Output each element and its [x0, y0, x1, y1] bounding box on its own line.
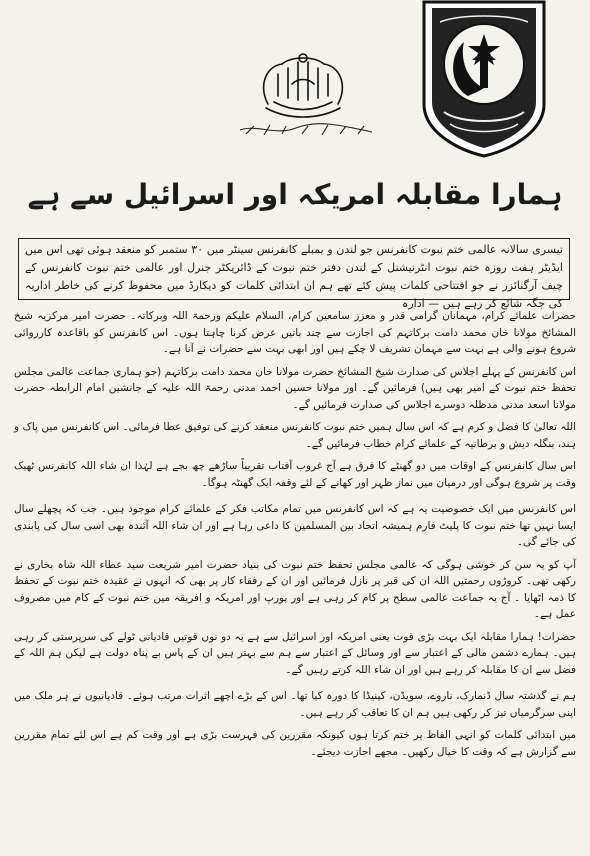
masthead — [0, 0, 590, 165]
paragraph: میں ابتدائی کلمات کو انہی الفاظ پر ختم کرتا ہوں کیونکہ مقررین کی فہرست بڑی ہے اور وقت کم ہے اس لئے تمام مقررین سے گزارش ہے کہ وقت کا خیال رکھیں۔ مجھے اجازت دیجئے۔ — [14, 729, 577, 758]
paragraph: آپ کو یہ سن کر خوشی ہوگی کہ عالمی مجلس تحفظ ختم نبوت کی بنیاد حضرت امیر شریعت سید عطاء اللہ شاہ بخاری نے رکھی تھی۔ کروڑوں رحمتیں اللہ ان کی قبر پر نازل فرمائیں اور ان کے رفقاء کار پر بھی کہ انہوں نے عقیدہ ختم نبوت کے تحفظ کا ذمہ اٹھایا ۔ آج یہ جماعت عالمی سطح پر کام کر رہی ہے اور یورپ اور امریکہ و افریقہ میں ختم نبوت کے کام میں مصروف عمل ہے۔ — [14, 558, 576, 620]
article-body — [14, 308, 576, 852]
page-headline: ہمارا مقابلہ امریکہ اور اسرائیل سے ہے — [27, 178, 563, 211]
calligraphy-caption-band — [236, 120, 376, 140]
paragraph: اس کانفرنس کے پہلے اجلاس کی صدارت شیخ المشائخ حضرت مولانا خان محمد دامت برکاتہم (جو ہماری جماعت عالمی مجلس تحفظ ختم نبوت کے امیر بھی ہیں) فرمائیں گے۔ اور مولانا حسین احمد مدنی رحمۃ اللہ علیہ کے جانشین امام الرابطہ حضرت مولانا اسعد مدنی مدظلہ دوسرے اجلاس کی صدارت فرمائیں گے۔ — [14, 365, 576, 411]
paragraph: اللہ تعالیٰ کا فضل و کرم ہے کہ اس سال ہمیں ختم نبوت کانفرنس منعقد کرنے کی توفیق عطا فرمائی۔ اس کانفرنس میں پاک و ہند، بنگلہ دیش و برطانیہ کے علمائے کرام خطاب فرمائیں گے۔ — [14, 421, 576, 450]
paragraph: ہم نے گذشتہ سال ڈنمارک، ناروے، سویڈن، کینیڈا کا دورہ کیا تھا۔ اس کے بڑے اچھے اثرات مرتب ہوئے۔ قادیانیوں نے ہر ملک میں اپنی سرگرمیاں تیز کر رکھی ہیں ہم ان کا تعاقب کر رہے ہیں۔ — [14, 690, 576, 719]
arabic-calligraphy-seal — [248, 46, 358, 124]
paragraph: حضرات! ہمارا مقابلہ ایک بہت بڑی قوت یعنی امریکہ اور اسرائیل سے ہے یہ دو نوں قوتیں قادیانی ٹولے کی سرپرستی کر رہی ہیں۔ ہمارے دشمن مالی کے اعتبار سے اور وسائل کے اعتبار سے ہم سے بہتر ہیں ان کے پاس بے پناہ دولت ہے لیکن ہم اللہ کے فضل سے ان کا مقابلہ کر رہے ہیں اور ان شاء اللہ کرتے رہیں گے۔ — [14, 630, 576, 676]
intro-text: تیسری سالانہ عالمی ختم نبوت کانفرنس جو لندن و یمبلے کانفرنس سینٹر میں ۳۰ ستمبر کو منعقد ہوئی تھی اس میں ایڈیٹر ہفت روزہ ختم نبوت انٹرنیشنل کے لندن دفتر ختم نبوت کے ڈائریکٹر جنرل اور عالمی ختم نبوت کانفرنس کے چیف آرگنائزر نے جو افتتاحی کلمات پیش کئے تھے ہم ان ابتدائی کلمات کو دیکارڈ میں محفوظ کرنے کی خاطر اداریہ کی جگہ شائع کر رہے ہیں — ادارہ — [25, 243, 563, 310]
intro-box — [18, 238, 570, 310]
paragraph: اس سال کانفرنس کے اوقات میں دو گھنٹے کا فرق ہے آج غروب آفتاب تقریباً ساڑھے چھ بجے ہے لہٰذا ان شاء اللہ کانفرنس ٹھیک وقت پر شروع ہوگی اور درمیان میں نماز ظہر اور کھانے کے لئے وقفہ ایک گھنٹہ ہوگا۔ — [14, 460, 576, 489]
paragraph: اس کانفرنس میں ایک خصوصیت یہ ہے کہ اس کانفرنس میں تمام مکاتب فکر کے علمائے کرام موجود ہیں۔ جب کہ پچھلے سال ایسا نہیں تھا ختم نبوت کا پلیٹ فارم ہمیشہ اتحاد بین المسلمین کا داعی رہا ہے اور ان شاء اللہ آئندہ بھی اسی سال کی پابندی کی جائے گی۔ — [14, 503, 576, 548]
paragraph: حضرات علمائے کرام، مہمانان گرامی قدر و معزز سامعین کرام، السلام علیکم ورحمۃ اللہ وبرکاتہ۔ حضرت امیر مرکزیہ شیخ المشائخ مولانا خان محمد دامت برکاتہم کی اجازت سے چند باتیں عرض کرنا چاہتا ہوں۔ اس کانفرنس کو باقاعدہ کارروائی شروع ہونے والی ہے بہت سے مہمان تشریف لا چکے ہیں اور ابھی بہت سے حضرات نے آنا ہے۔ — [14, 310, 576, 355]
crescent-star-emblem — [420, 0, 548, 158]
